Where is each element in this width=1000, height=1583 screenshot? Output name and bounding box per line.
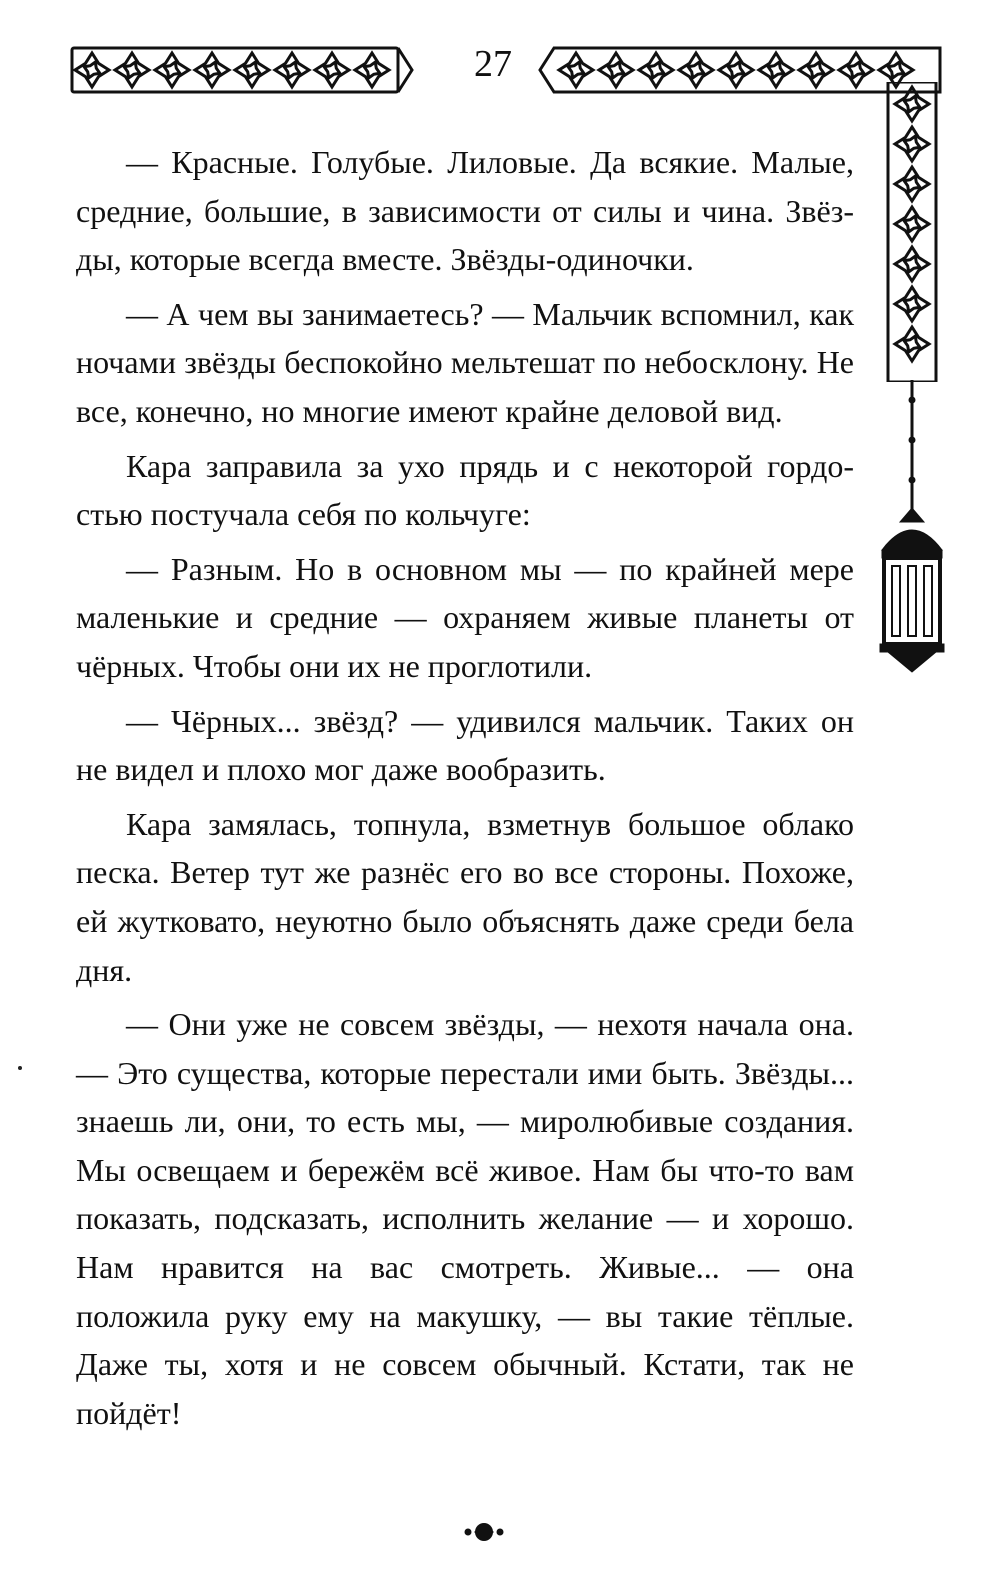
paragraph: — Разным. Но в основном мы — по крайней мере маленькие и средние — охраняем живые планеты от чёрных. Чтобы они их не проглотили. xyxy=(76,550,854,684)
print-speck xyxy=(18,1066,22,1070)
star-lattice-border-icon xyxy=(70,44,415,96)
paragraph: — А чем вы занимаетесь? — Мальчик вспомнил, как ночами звёзды беспокойно мельтешат по небосклону. Не все, конечно, но многие имеют крайне деловой вид. xyxy=(76,295,854,429)
paragraph: — Чёрных... звёзд? — удивился мальчик. Таких он не видел и плохо мог даже вообразить. xyxy=(76,702,854,788)
hanging-lantern-icon xyxy=(872,380,952,680)
page-text xyxy=(76,138,854,1437)
page-header xyxy=(70,36,940,100)
paragraph: — Красные. Голубые. Лиловые. Да всякие. Малые, средние, большие, в зависимости от силы и чина. Звёзды, которые всегда вместе. Звёзды-одиночки. xyxy=(76,144,854,278)
paragraph: Кара замялась, топнула, взметнув большое облако песка. Ветер тут же разнёс его во все стороны. Похоже, ей жутковато, неуютно было объяснять даже среди бела дня. xyxy=(76,805,854,988)
paragraph: — Они уже не совсем звёзды, — нехотя начала она. — Это существа, которые перестали ими быть. Звёзды... знаешь ли, они, то есть мы, — миролюбивые создания. Мы освещаем и бережём всё живое. Нам бы что-то вам показать, подсказать, исполнить желание — и хорошо. Нам нравится на вас смотреть. Живые... — она положила руку ему на макушку, — вы такие тёплые. Даже ты, хотя и не совсем обычный. Кстати, так не пойдёт! xyxy=(76,1006,854,1431)
star-lattice-border-icon xyxy=(882,82,942,382)
paragraph: Кара заправила за ухо прядь и с некоторой гордостью постучала себя по кольчуге: xyxy=(76,447,854,533)
page-number: 27 xyxy=(474,43,512,85)
dot-ornament-icon xyxy=(456,1520,512,1544)
